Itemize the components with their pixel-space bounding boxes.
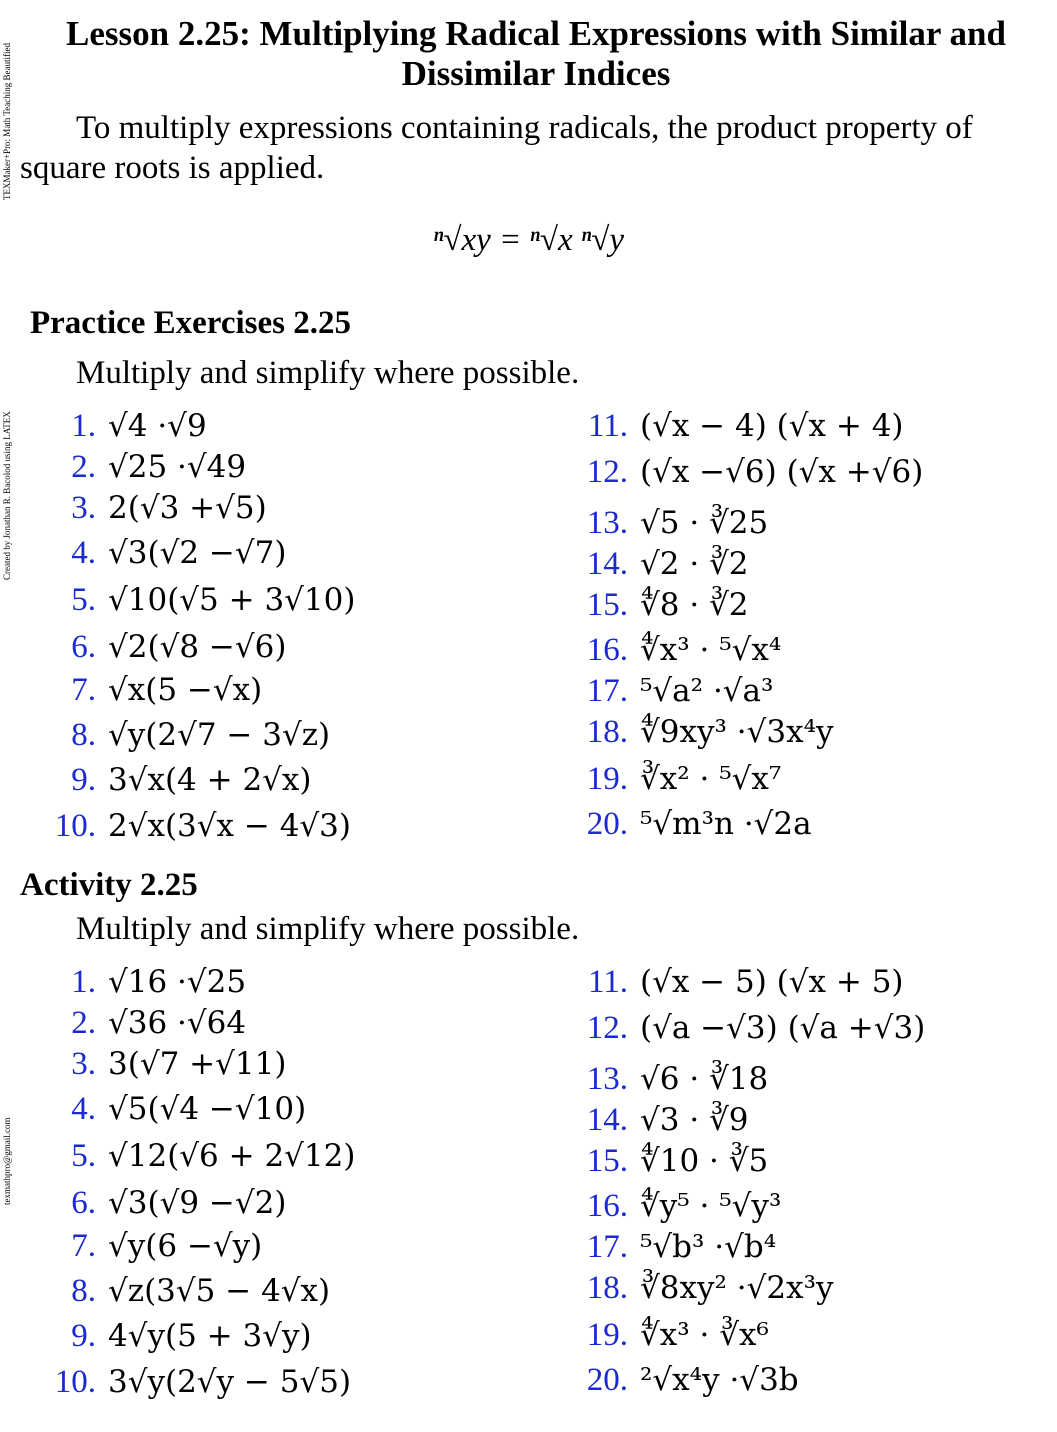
exercise-item-10 (0, 1362, 351, 1402)
exercise-item-9 (0, 1316, 312, 1356)
exercise-expression: ⁵√b³ ·√b⁴ (640, 1229, 777, 1265)
exercise-expression: √12(√6 + 2√12) (108, 1138, 356, 1174)
exercise-number: 11. (587, 408, 628, 444)
exercise-item-2 (0, 1003, 246, 1043)
page-title: Lesson 2.25: Multiplying Radical Expressions with Similar and Dissimilar Indices (66, 14, 1006, 93)
exercise-expression: (√x − 5) (√x + 5) (640, 964, 904, 1000)
exercise-expression: ∜x³ · ∛x⁶ (640, 1317, 769, 1353)
exercise-expression: ∛x² · ⁵√x⁷ (640, 761, 782, 797)
exercise-item-4 (0, 533, 286, 573)
activity-instruction: Multiply and simplify where possible. (76, 911, 580, 947)
exercise-number: 7. (71, 672, 96, 708)
exercise-number: 1. (71, 408, 96, 444)
side-credit-2: Created by Jonathan R. Bacolod using LATEX (2, 411, 12, 580)
exercise-expression: √4 ·√9 (108, 408, 207, 444)
exercise-number: 10. (54, 808, 96, 844)
exercise-item-12 (584, 452, 923, 492)
exercise-number: 9. (71, 1318, 96, 1354)
exercise-number: 5. (71, 1138, 96, 1174)
exercise-item-7 (0, 1226, 262, 1266)
exercise-item-16 (584, 1186, 781, 1226)
exercise-expression: √x(5 −√x) (108, 672, 263, 708)
exercise-expression: ∜x³ · ⁵√x⁴ (640, 632, 782, 668)
exercise-item-6 (0, 627, 286, 667)
exercise-expression: √3(√2 −√7) (108, 535, 287, 571)
exercise-item-15 (584, 585, 749, 625)
exercise-item-10 (0, 806, 351, 846)
exercise-number: 17. (586, 673, 628, 709)
exercise-expression: √y(2√7 − 3√z) (108, 717, 331, 753)
exercise-expression: ⁵√m³n ·√2a (640, 806, 812, 842)
intro-paragraph: To multiply expressions containing radicals, the product property of square roots is applied. (20, 110, 973, 186)
exercise-expression: √2(√8 −√6) (108, 629, 287, 665)
exercise-number: 3. (71, 1046, 96, 1082)
exercise-number: 8. (71, 1273, 96, 1309)
side-credit-1: TEXMaker+Pro: Math Teaching Beautified (2, 43, 12, 200)
exercise-item-15 (584, 1141, 768, 1181)
exercise-expression: √3 · ∛9 (640, 1102, 749, 1138)
exercise-expression: √16 ·√25 (108, 964, 247, 1000)
practice-instruction: Multiply and simplify where possible. (76, 355, 580, 391)
exercise-item-13 (584, 1059, 768, 1099)
exercise-item-9 (0, 760, 312, 800)
exercise-expression: ∜y⁵ · ⁵√y³ (640, 1188, 782, 1224)
exercise-number: 16. (586, 1188, 628, 1224)
exercise-item-6 (0, 1183, 286, 1223)
exercise-number: 7. (71, 1228, 96, 1264)
exercise-expression: √6 · ∛18 (640, 1061, 769, 1097)
exercise-number: 6. (71, 1185, 96, 1221)
exercise-number: 18. (586, 714, 628, 750)
exercise-expression: 3√x(4 + 2√x) (108, 762, 312, 798)
exercise-item-17 (584, 1227, 776, 1267)
exercise-number: 17. (586, 1229, 628, 1265)
exercise-number: 5. (71, 582, 96, 618)
exercise-item-12 (584, 1008, 925, 1048)
exercise-item-8 (0, 715, 330, 755)
exercise-item-13 (584, 503, 768, 543)
exercise-item-19 (584, 1315, 769, 1355)
exercise-expression: ∜8 · ∛2 (640, 587, 749, 623)
exercise-number: 16. (586, 632, 628, 668)
exercise-number: 19. (586, 1317, 628, 1353)
exercise-expression: √36 ·√64 (108, 1005, 247, 1041)
exercise-expression: √5(√4 −√10) (108, 1091, 307, 1127)
exercise-item-2 (0, 447, 246, 487)
exercise-number: 18. (586, 1270, 628, 1306)
exercise-number: 10. (54, 1364, 96, 1400)
exercise-item-11 (584, 406, 904, 446)
exercise-item-16 (584, 630, 781, 670)
exercise-item-1 (0, 406, 207, 446)
exercise-expression: √z(3√5 − 4√x) (108, 1273, 331, 1309)
activity-heading: Activity 2.25 (20, 867, 198, 903)
exercise-number: 14. (586, 546, 628, 582)
exercise-number: 1. (71, 964, 96, 1000)
practice-heading: Practice Exercises 2.25 (30, 305, 352, 341)
exercise-expression: (√a −√3) (√a +√3) (640, 1010, 926, 1046)
exercise-number: 3. (71, 490, 96, 526)
exercise-item-20 (584, 1360, 799, 1400)
exercise-expression: √3(√9 −√2) (108, 1185, 287, 1221)
exercise-expression: (√x − 4) (√x + 4) (640, 408, 904, 444)
exercise-expression: ∜9xy³ ·√3x⁴y (640, 714, 834, 750)
exercise-expression: 2(√3 +√5) (108, 490, 267, 526)
exercise-number: 4. (71, 535, 96, 571)
exercise-number: 12. (586, 1010, 628, 1046)
exercise-expression: ²√x⁴y ·√3b (640, 1362, 799, 1398)
exercise-item-18 (584, 712, 834, 752)
exercise-expression: (√x −√6) (√x +√6) (640, 454, 924, 490)
exercise-number: 19. (586, 761, 628, 797)
exercise-expression: ∜10 · ∛5 (640, 1143, 769, 1179)
exercise-item-7 (0, 670, 262, 710)
exercise-expression: √2 · ∛2 (640, 546, 749, 582)
exercise-item-14 (584, 1100, 749, 1140)
exercise-expression: √25 ·√49 (108, 449, 247, 485)
exercise-number: 15. (586, 1143, 628, 1179)
exercise-item-11 (584, 962, 904, 1002)
exercise-number: 9. (71, 762, 96, 798)
exercise-number: 20. (586, 806, 628, 842)
exercise-expression: √5 · ∛25 (640, 505, 769, 541)
exercise-number: 13. (586, 505, 628, 541)
exercise-number: 8. (71, 717, 96, 753)
exercise-expression: 3√y(2√y − 5√5) (108, 1364, 352, 1400)
exercise-expression: ⁵√a² ·√a³ (640, 673, 774, 709)
exercise-number: 14. (586, 1102, 628, 1138)
side-credit-3: texmathpro@gmail.com (2, 1117, 12, 1205)
exercise-number: 13. (586, 1061, 628, 1097)
exercise-item-4 (0, 1089, 306, 1129)
exercise-number: 2. (71, 449, 96, 485)
exercise-number: 4. (71, 1091, 96, 1127)
exercise-number: 15. (586, 587, 628, 623)
exercise-expression: √10(√5 + 3√10) (108, 582, 356, 618)
exercise-expression: √y(6 −√y) (108, 1228, 263, 1264)
exercise-expression: ∛8xy² ·√2x³y (640, 1270, 834, 1306)
exercise-item-8 (0, 1271, 330, 1311)
exercise-item-20 (584, 804, 812, 844)
exercise-expression: 2√x(3√x − 4√3) (108, 808, 351, 844)
exercise-expression: 4√y(5 + 3√y) (108, 1318, 312, 1354)
exercise-item-17 (584, 671, 773, 711)
product-property-formula: ⁿ√xy = ⁿ√x ⁿ√y (432, 222, 625, 258)
exercise-item-5 (0, 1136, 355, 1176)
exercise-expression: 3(√7 +√11) (108, 1046, 287, 1082)
exercise-number: 11. (587, 964, 628, 1000)
exercise-item-19 (584, 759, 781, 799)
exercise-number: 2. (71, 1005, 96, 1041)
exercise-item-3 (0, 1044, 286, 1084)
exercise-item-5 (0, 580, 355, 620)
exercise-item-18 (584, 1268, 834, 1308)
exercise-number: 20. (586, 1362, 628, 1398)
exercise-item-14 (584, 544, 749, 584)
exercise-number: 6. (71, 629, 96, 665)
exercise-item-1 (0, 962, 246, 1002)
exercise-item-3 (0, 488, 267, 528)
exercise-number: 12. (586, 454, 628, 490)
